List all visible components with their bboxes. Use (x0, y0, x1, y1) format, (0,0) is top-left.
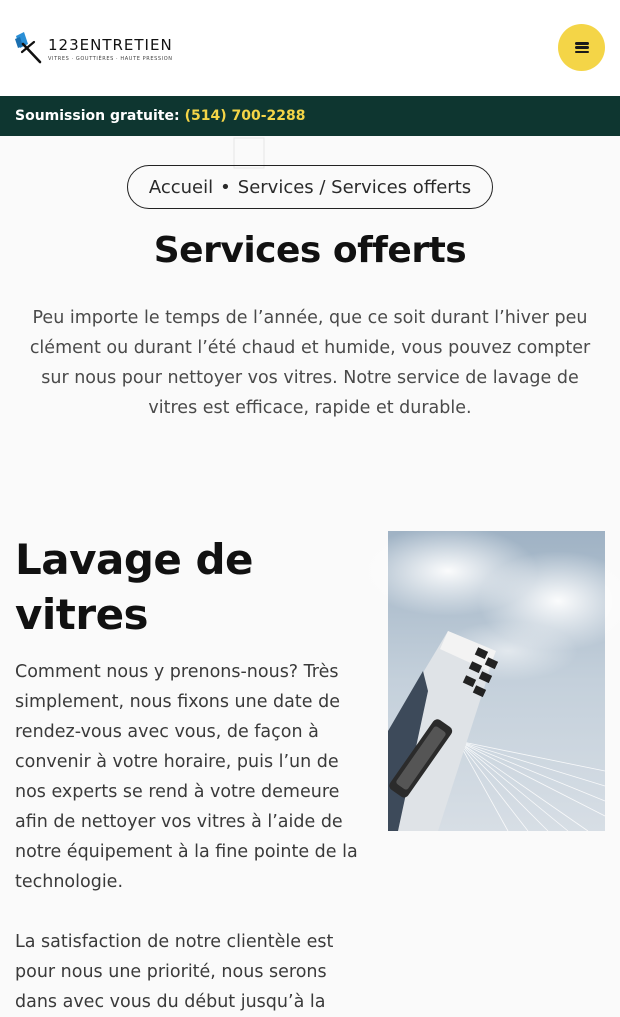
hamburger-icon (575, 42, 589, 53)
section-title: Lavage de vitres (15, 535, 254, 639)
breadcrumb (127, 165, 493, 209)
page-title: Services offerts (153, 230, 467, 271)
site-header (0, 0, 620, 96)
intro-paragraph: Peu importe le temps de l’année, que ce soit durant l’hiver peu clément ou durant l’été chaud et humide, vous pouvez compter sur nous pour nettoyer vos vitres. Notre service de lavage de vitres est efficace, rapide et durable. (29, 308, 591, 418)
section-paragraph-1: Comment nous y prenons-nous? Très simplement, nous fixons une date de rendez-vous avec vous, de façon à convenir à votre horaire, puis l’un de nos experts se rend à votre demeure afin de nettoyer vos vitres à l’aide de notre équipement à la fine pointe de la technologie. (15, 662, 358, 892)
breadcrumb-separator: • (220, 176, 231, 198)
breadcrumb-home-link[interactable]: Accueil (148, 176, 214, 198)
logo-name: 123ENTRETIEN (48, 36, 173, 54)
tower-building-photo (388, 531, 605, 831)
section-body (15, 657, 360, 1017)
squeegee-logo-icon (14, 30, 44, 66)
logo-tagline: VITRES · GOUTTIÈRES · HAUTE PRESSION (48, 56, 173, 62)
breadcrumb-path: Services / Services offerts (237, 176, 472, 198)
tower-photo-illustration (388, 531, 605, 831)
section-paragraph-2: La satisfaction de notre clientèle est pour nous une priorité, nous serons dans avec vous du début jusqu’à la (15, 932, 334, 1012)
site-logo[interactable] (14, 30, 173, 66)
quote-bar (0, 96, 620, 136)
quote-label: Soumission gratuite: (15, 108, 180, 124)
phone-link[interactable]: (514) 700-2288 (184, 108, 306, 124)
menu-button[interactable] (558, 24, 605, 71)
